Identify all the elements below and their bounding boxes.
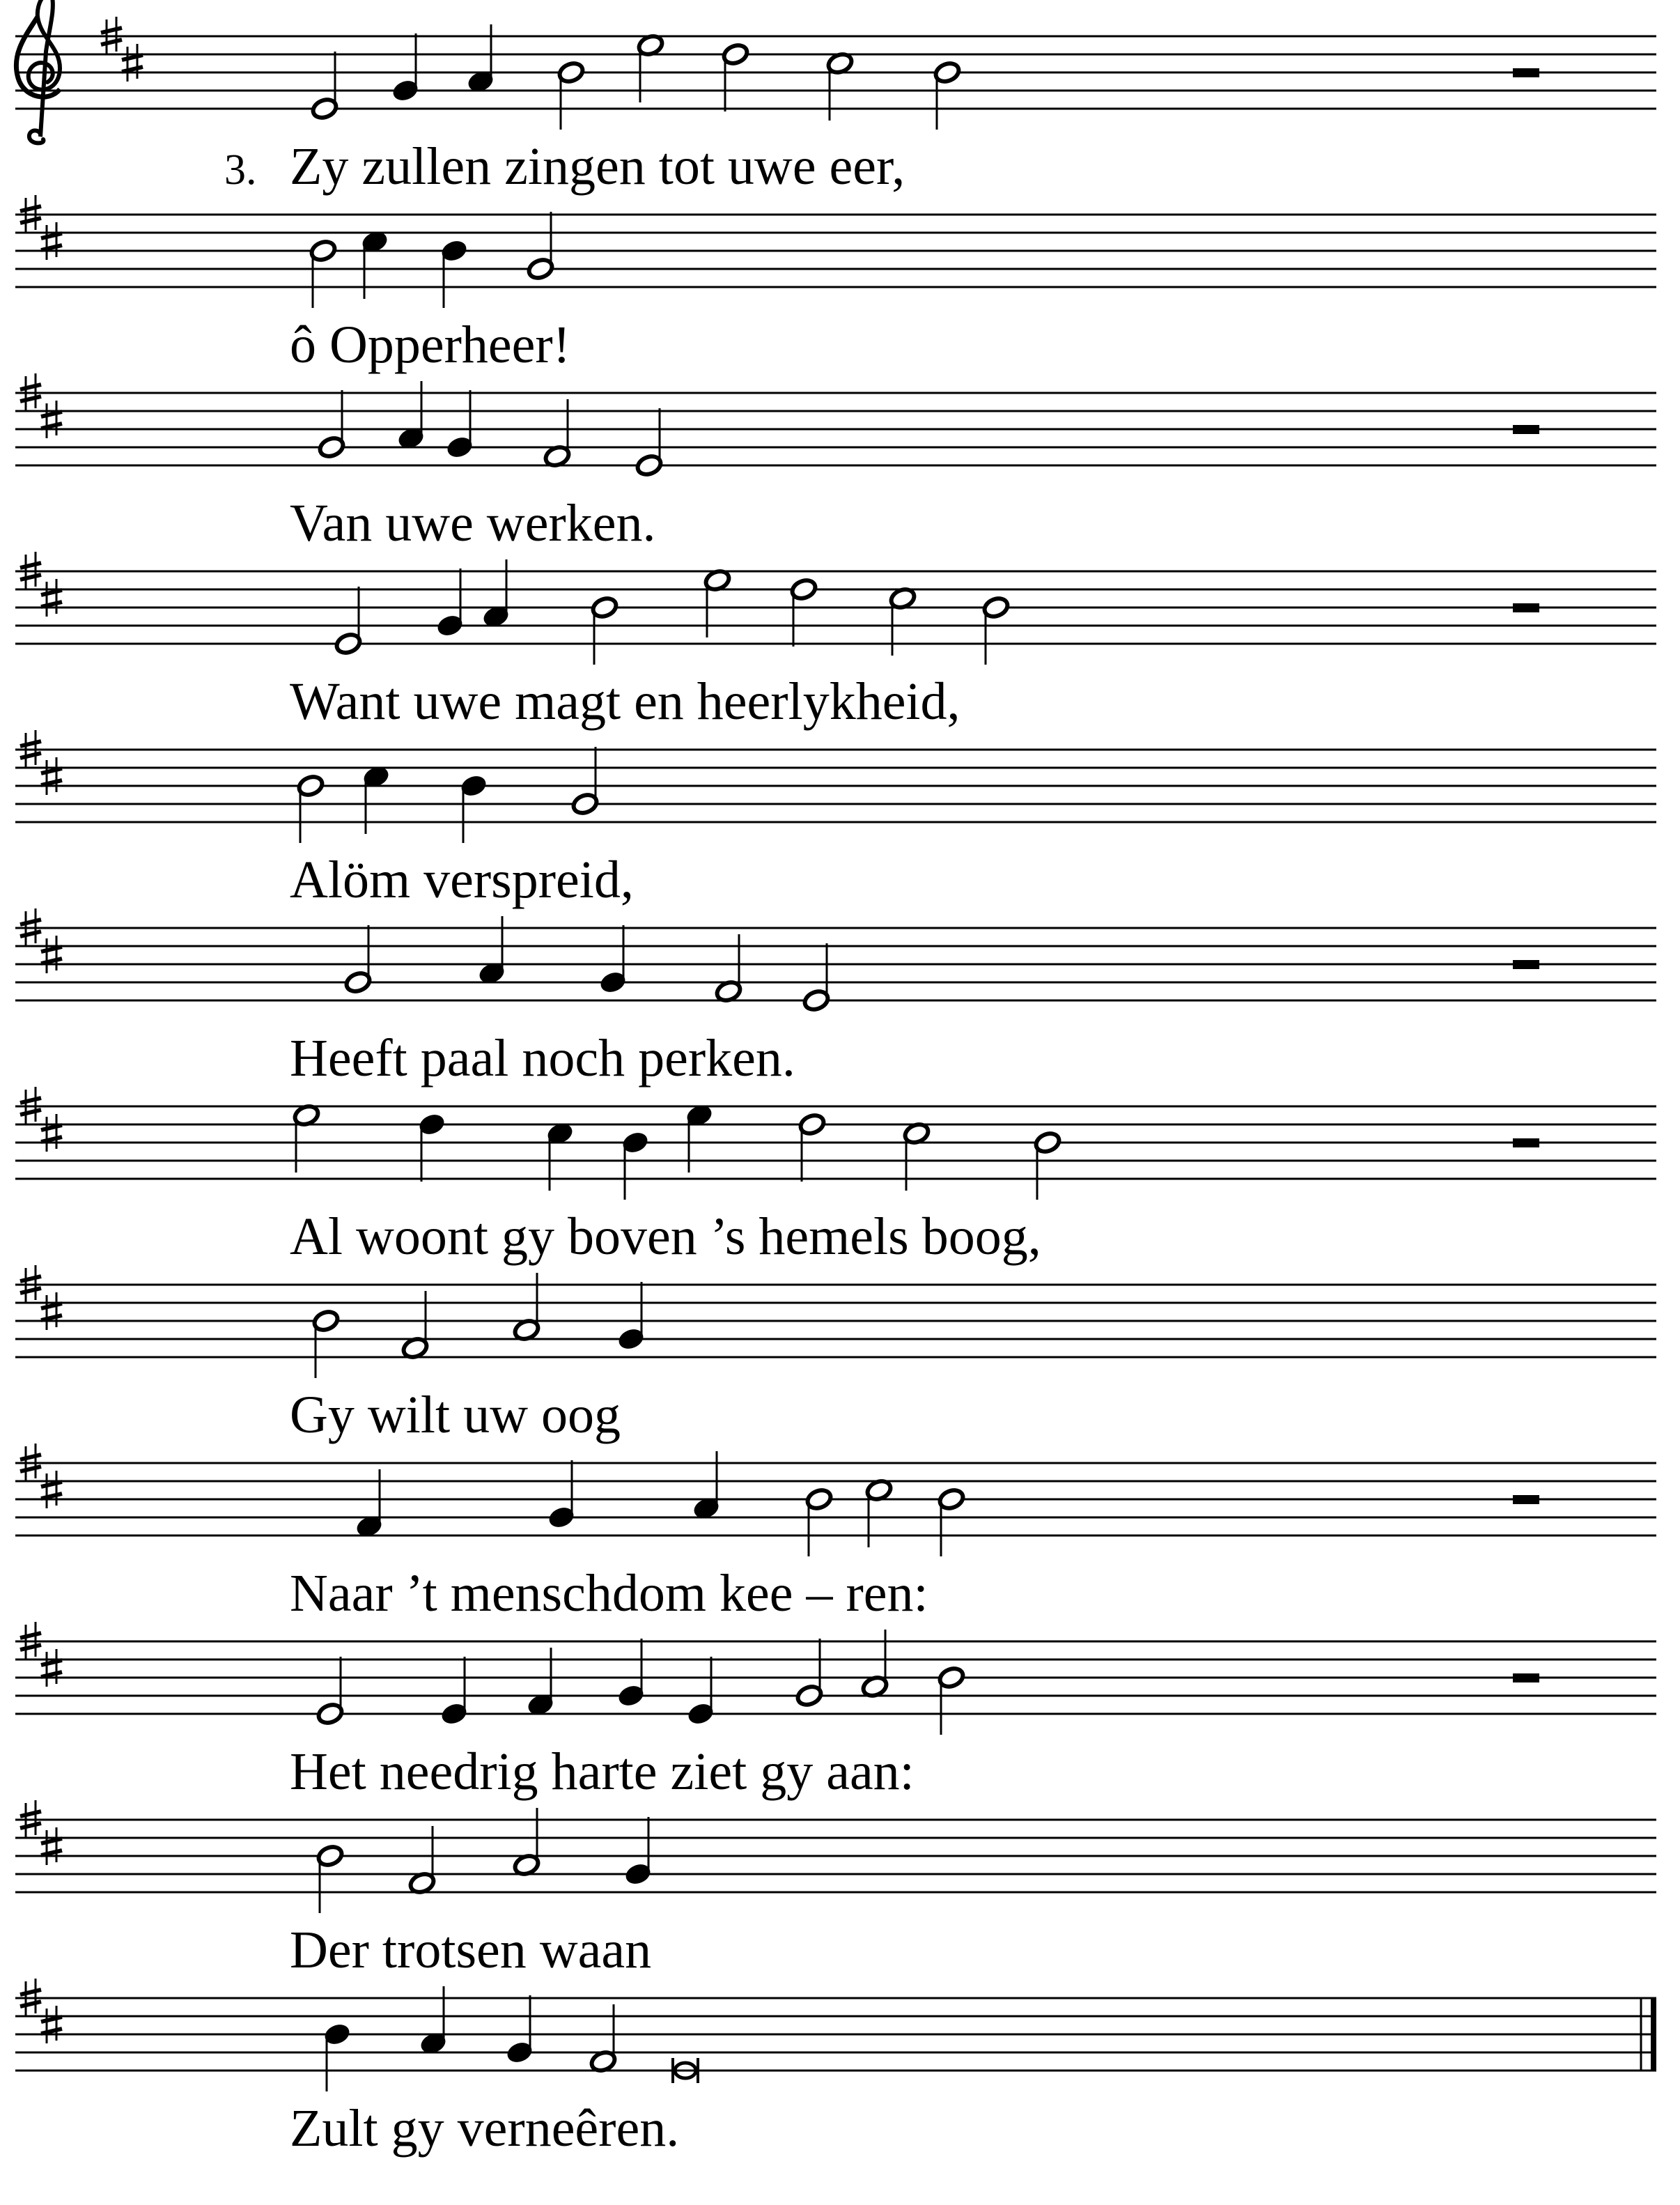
half-note xyxy=(861,1630,889,1699)
music-system xyxy=(15,0,1656,196)
lyric-line: Zult gy verneêren. xyxy=(290,2099,680,2158)
quarter-note xyxy=(397,381,426,450)
quarter-note xyxy=(599,925,628,994)
half-rest-icon xyxy=(1513,1673,1539,1682)
music-system xyxy=(15,1087,1656,1266)
quarter-note xyxy=(685,1104,714,1173)
half-note xyxy=(805,1487,834,1556)
half-note xyxy=(591,596,619,665)
lyric-line: Al woont gy boven ’s hemels boog, xyxy=(290,1207,1041,1266)
quarter-note xyxy=(436,568,465,637)
half-note xyxy=(795,1639,824,1708)
music-system xyxy=(15,373,1656,552)
half-note xyxy=(938,1666,966,1735)
quarter-note xyxy=(692,1451,721,1520)
quarter-note xyxy=(440,1657,469,1726)
half-note xyxy=(865,1478,894,1547)
music-system xyxy=(15,552,1656,731)
quarter-note xyxy=(355,1469,384,1538)
half-note xyxy=(798,1113,827,1182)
quarter-note xyxy=(323,2022,352,2091)
half-note xyxy=(889,587,917,656)
half-note xyxy=(401,1291,430,1360)
half-note xyxy=(826,52,855,121)
half-rest-icon xyxy=(1513,425,1539,434)
half-note xyxy=(982,596,1011,665)
half-rest-icon xyxy=(1513,603,1539,612)
half-note xyxy=(408,1826,437,1895)
sharp-icon xyxy=(41,936,62,973)
half-note xyxy=(933,61,962,130)
half-note xyxy=(297,774,325,843)
half-note xyxy=(703,568,732,637)
music-system xyxy=(15,195,1656,374)
half-note xyxy=(571,747,600,816)
quarter-note xyxy=(482,559,511,628)
lyric-line: Want uwe magt en heerlykheid, xyxy=(290,672,960,731)
half-note xyxy=(344,925,373,994)
quarter-note xyxy=(446,390,474,459)
sharp-icon xyxy=(41,1649,62,1687)
half-note xyxy=(316,1844,345,1913)
lyric-line: Het needrig harte ziet gy aan: xyxy=(290,1742,915,1801)
half-note xyxy=(637,33,665,102)
music-system xyxy=(15,1979,1656,2158)
sharp-icon xyxy=(41,1114,62,1152)
half-note xyxy=(312,1309,341,1378)
half-note xyxy=(722,42,750,111)
quarter-note xyxy=(547,1460,576,1529)
quarter-note xyxy=(362,765,391,834)
half-note xyxy=(903,1122,931,1191)
lyric-line: Naar ’t menschdom kee – ren: xyxy=(290,1564,928,1623)
music-system xyxy=(15,908,1656,1088)
half-note xyxy=(543,399,572,468)
quarter-note xyxy=(687,1657,715,1726)
half-note xyxy=(715,934,743,1003)
sharp-icon xyxy=(41,222,62,260)
quarter-note xyxy=(621,1131,650,1200)
quarter-note xyxy=(467,24,495,93)
half-note xyxy=(938,1487,966,1556)
half-rest-icon xyxy=(1513,960,1539,969)
quarter-note xyxy=(418,1113,446,1182)
half-note xyxy=(589,2004,618,2073)
half-rest-icon xyxy=(1513,68,1539,77)
sharp-icon xyxy=(122,44,143,82)
sharp-icon xyxy=(41,2006,62,2043)
sharp-icon xyxy=(41,1471,62,1508)
half-note xyxy=(311,52,339,121)
half-note xyxy=(527,212,555,281)
quarter-note xyxy=(391,33,420,102)
half-rest-icon xyxy=(1513,1495,1539,1504)
lyric-line: ô Opperheer! xyxy=(290,316,571,374)
half-note xyxy=(635,408,664,477)
sharp-icon xyxy=(41,401,62,438)
half-note xyxy=(309,239,338,308)
lyric-line: Heeft paal noch perken. xyxy=(290,1029,795,1088)
sharp-icon xyxy=(41,757,62,795)
half-note xyxy=(790,578,818,647)
quarter-note xyxy=(617,1639,646,1708)
sharp-icon xyxy=(41,1292,62,1330)
music-system xyxy=(15,1444,1656,1623)
sharp-icon xyxy=(41,1827,62,1865)
quarter-note xyxy=(617,1282,646,1351)
quarter-note xyxy=(527,1648,555,1717)
music-system xyxy=(15,1622,1656,1801)
quarter-note xyxy=(419,1986,448,2055)
half-note xyxy=(513,1808,541,1877)
half-note xyxy=(293,1104,321,1173)
music-system xyxy=(15,730,1656,909)
quarter-note xyxy=(460,774,488,843)
quarter-note xyxy=(506,1995,534,2064)
half-note xyxy=(557,61,586,130)
lyric-line: Der trotsen waan xyxy=(290,1921,652,1979)
half-note xyxy=(1034,1131,1062,1200)
half-note xyxy=(802,943,831,1012)
half-note xyxy=(316,1657,345,1726)
half-rest-icon xyxy=(1513,1138,1539,1147)
half-note xyxy=(513,1273,541,1342)
lyric-line: Alöm verspreid, xyxy=(290,851,634,909)
music-system xyxy=(15,1800,1656,1979)
half-note xyxy=(334,587,363,656)
lyric-line: Gy wilt uw oog xyxy=(290,1386,621,1444)
half-note xyxy=(318,390,346,459)
quarter-note xyxy=(478,916,506,985)
quarter-note xyxy=(546,1122,575,1191)
sharp-icon xyxy=(41,579,62,617)
quarter-note xyxy=(361,230,389,299)
lyric-line: Van uwe werken. xyxy=(290,494,656,552)
music-system xyxy=(15,1265,1656,1444)
quarter-note xyxy=(624,1817,653,1886)
verse-number: 3. xyxy=(224,146,257,194)
lyric-line: Zy zullen zingen tot uwe eer, xyxy=(290,137,905,196)
quarter-note xyxy=(440,239,469,308)
